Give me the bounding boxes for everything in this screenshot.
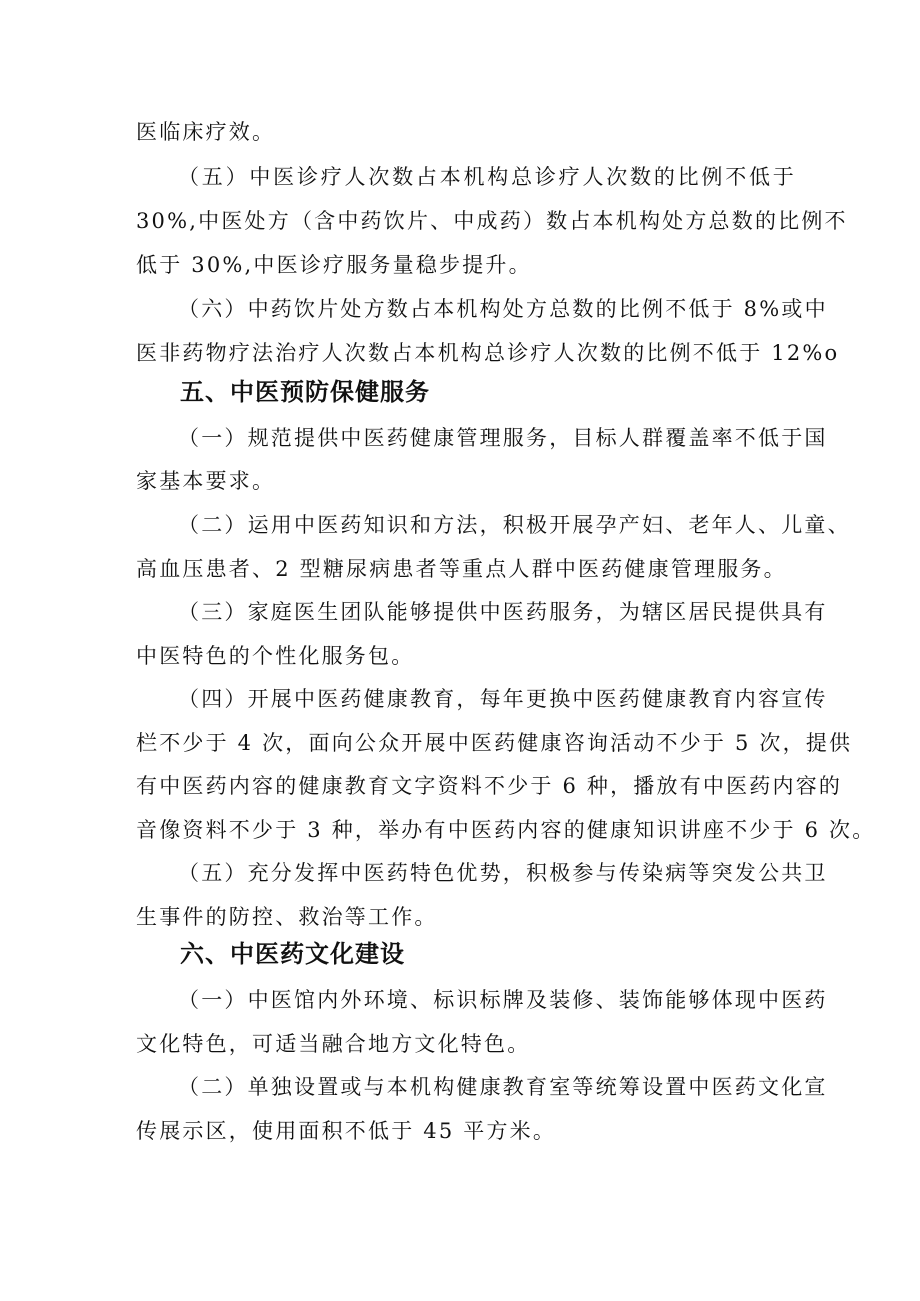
paragraph-line: （三）家庭医生团队能够提供中医药服务，为辖区居民提供具有 bbox=[178, 600, 828, 624]
paragraph-line: 有中医药内容的健康教育文字资料不少于 6 种，播放有中医药内容的 bbox=[136, 774, 843, 798]
paragraph-line: 生事件的防控、救治等工作。 bbox=[136, 905, 438, 929]
paragraph-line: （一）中医馆内外环境、标识标牌及装修、装饰能够体现中医药 bbox=[178, 988, 828, 1012]
paragraph-line: （二）单独设置或与本机构健康教育室等统筹设置中医药文化宣 bbox=[178, 1075, 828, 1099]
paragraph-line: 低于 30%,中医诊疗服务量稳步提升。 bbox=[136, 253, 532, 277]
paragraph-line: 传展示区，使用面积不低于 45 平方米。 bbox=[136, 1119, 557, 1143]
paragraph-line: （一）规范提供中医药健康管理服务，目标人群覆盖率不低于国 bbox=[178, 426, 828, 450]
paragraph-line: （六）中药饮片处方数占本机构处方总数的比例不低于 8%或中 bbox=[178, 297, 828, 321]
paragraph-line: 高血压患者、2 型糖尿病患者等重点人群中医药健康管理服务。 bbox=[136, 557, 787, 581]
section-heading: 六、中医药文化建设 bbox=[180, 940, 405, 968]
paragraph-line: （二）运用中医药知识和方法，积极开展孕产妇、老年人、儿童、 bbox=[178, 513, 851, 537]
paragraph-line: 音像资料不少于 3 种，举办有中医药内容的健康知识讲座不少于 6 次。 bbox=[136, 818, 876, 842]
paragraph-line: （四）开展中医药健康教育，每年更换中医药健康教育内容宣传 bbox=[178, 687, 828, 711]
paragraph-line: 文化特色，可适当融合地方文化特色。 bbox=[136, 1032, 531, 1056]
paragraph-line: 栏不少于 4 次，面向公众开展中医药健康咨询活动不少于 5 次，提供 bbox=[136, 731, 853, 755]
paragraph-line: 中医特色的个性化服务包。 bbox=[136, 644, 415, 668]
paragraph-line: （五）中医诊疗人次数占本机构总诊疗人次数的比例不低于 bbox=[178, 165, 796, 189]
paragraph-line: 医非药物疗法治疗人次数占本机构总诊疗人次数的比例不低于 12%o bbox=[136, 341, 840, 365]
section-heading: 五、中医预防保健服务 bbox=[180, 378, 430, 406]
paragraph-line: （五）充分发挥中医药特色优势，积极参与传染病等突发公共卫 bbox=[178, 861, 828, 885]
paragraph-line: 家基本要求。 bbox=[136, 469, 276, 493]
paragraph-line: 医临床疗效。 bbox=[136, 120, 276, 144]
paragraph-line: 30%,中医处方（含中药饮片、中成药）数占本机构处方总数的比例不 bbox=[136, 209, 848, 233]
